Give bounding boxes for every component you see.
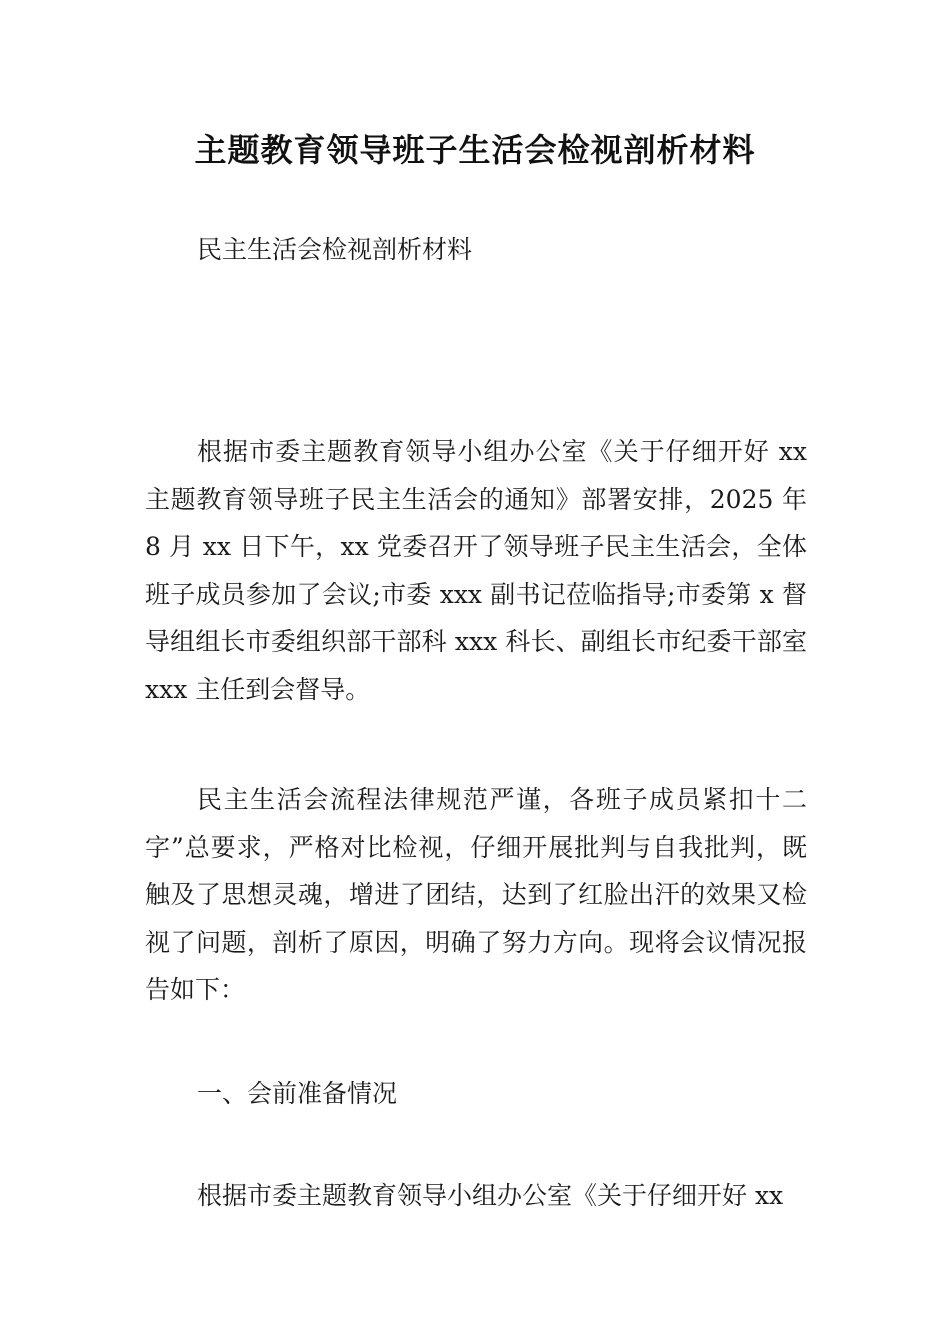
document-subtitle: 民主生活会检视剖析材料	[197, 235, 473, 264]
section-heading: 一、会前准备情况	[197, 1079, 398, 1108]
paragraph-2: 民主生活会流程法律规范严谨，各班子成员紧扣十二字”总要求，严格对比检视，仔细开展批判与自我批判，既触及了思想灵魂，增进了团结，达到了红脸出汗的效果又检视了问题，剖析了原因，明确了努力方向。现将会议情况报告如下：	[145, 785, 807, 1004]
document-title: 主题教育领导班子生活会检视剖析材料	[194, 131, 756, 169]
paragraph-1: 根据市委主题教育领导小组办公室《关于仔细开好 xx 主题教育领导班子民主生活会的通知》部署安排，2025 年 8 月 xx 日下午，xx 党委召开了领导班子民主生活会，全体班子成员参加了会议;市委 xxx 副书记莅临指导;市委第 x 督导组组长市委组织部干部科 xxx 科长、副组长市纪委干部室 xxx 主任到会督导。	[145, 437, 807, 704]
paragraph-3: 根据市委主题教育领导小组办公室《关于仔细开好 xx	[197, 1181, 784, 1210]
